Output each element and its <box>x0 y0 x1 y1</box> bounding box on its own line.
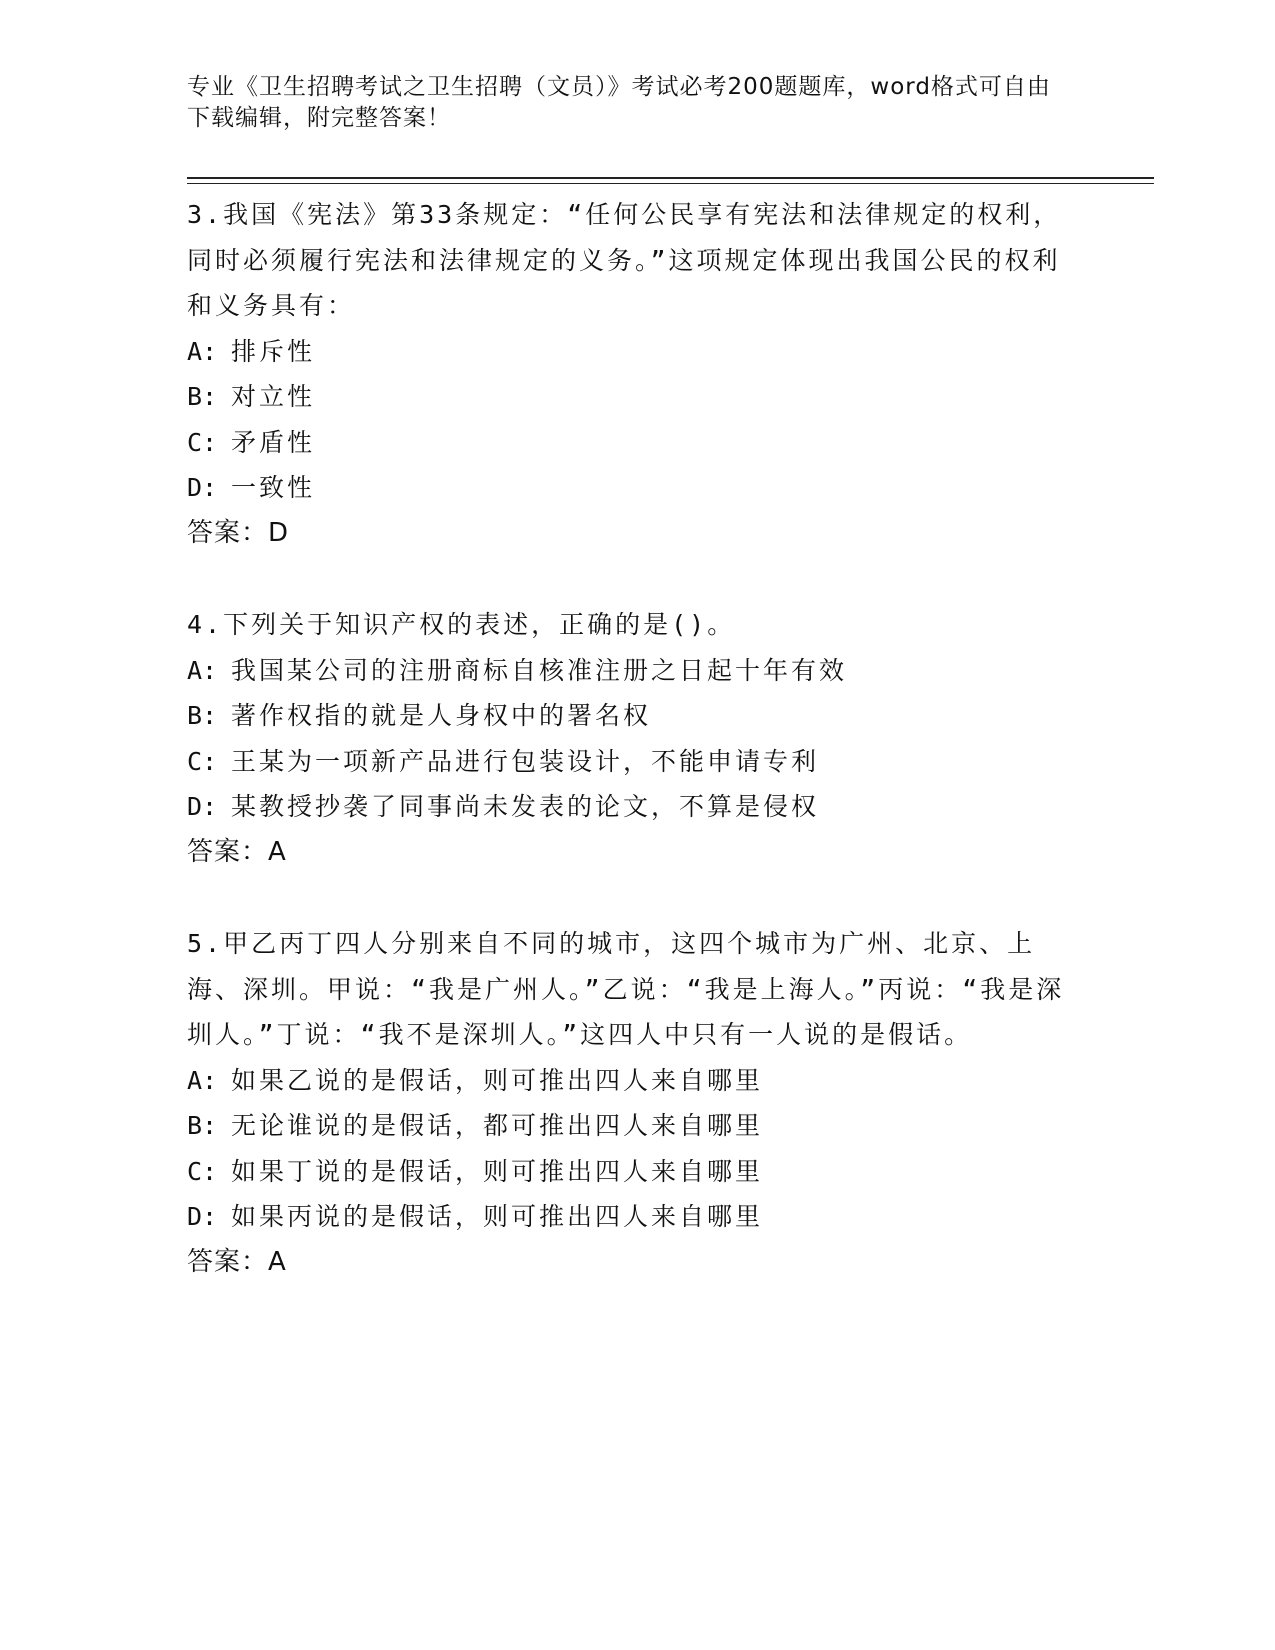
question-list <box>187 192 1087 1331</box>
answer-text: 答案：A <box>187 836 287 867</box>
question-5 <box>187 921 1087 1285</box>
answer-text: 答案：A <box>187 1246 287 1277</box>
option-b <box>187 693 1087 739</box>
option-d <box>187 1194 1087 1240</box>
option-c <box>187 420 1087 466</box>
option-text: 矛盾性 <box>231 427 316 457</box>
option-text: 著作权指的就是人身权中的署名权 <box>231 701 652 730</box>
option-letter: C: <box>187 746 218 776</box>
question-4 <box>187 602 1087 875</box>
option-a <box>187 648 1087 694</box>
option-letter: A: <box>187 655 218 685</box>
document-header: 专业《卫生招聘考试之卫生招聘（文员）》考试必考200题题库，word格式可自由下载编辑，附完整答案！ <box>187 74 1051 131</box>
option-letter: A: <box>187 336 218 366</box>
question-text: 4.下列关于知识产权的表述，正确的是()。 <box>187 610 736 639</box>
option-text: 无论谁说的是假话，都可推出四人来自哪里 <box>231 1111 764 1140</box>
option-letter: C: <box>187 427 218 457</box>
option-text: 对立性 <box>231 382 316 411</box>
question-text: 5.甲乙丙丁四人分别来自不同的城市，这四个城市为广州、北京、上海、深圳。甲说：“我是广州人。”乙说：“我是上海人。”丙说：“我是深圳人。”丁说：“我不是深圳人。”这四人中只有一人说的是假话。 <box>187 929 1065 1049</box>
answer-text: 答案：D <box>187 517 290 548</box>
option-text: 某教授抄袭了同事尚未发表的论文，不算是侵权 <box>231 792 820 821</box>
option-text: 排斥性 <box>231 336 316 366</box>
option-letter: B: <box>187 701 218 730</box>
option-text: 如果乙说的是假话，则可推出四人来自哪里 <box>231 1065 764 1095</box>
option-letter: D: <box>187 473 218 502</box>
header-divider-thin <box>187 183 1154 184</box>
option-letter: D: <box>187 792 218 821</box>
option-a <box>187 1058 1087 1104</box>
option-text: 我国某公司的注册商标自核准注册之日起十年有效 <box>231 655 848 685</box>
option-a <box>187 329 1087 375</box>
option-text: 如果丙说的是假话，则可推出四人来自哪里 <box>231 1202 764 1231</box>
option-b <box>187 374 1087 420</box>
option-c <box>187 739 1087 785</box>
question-text: 3.我国《宪法》第33条规定：“任何公民享有宪法和法律规定的权利，同时必须履行宪法和法律规定的义务。”这项规定体现出我国公民的权利和义务具有： <box>187 200 1062 320</box>
option-b <box>187 1103 1087 1149</box>
header-divider-thick <box>187 177 1154 179</box>
option-d <box>187 784 1087 830</box>
option-text: 如果丁说的是假话，则可推出四人来自哪里 <box>231 1156 764 1186</box>
option-c <box>187 1149 1087 1195</box>
option-text: 一致性 <box>231 473 316 502</box>
option-d <box>187 465 1087 511</box>
question-3 <box>187 192 1087 556</box>
option-text: 王某为一项新产品进行包装设计，不能申请专利 <box>231 746 820 776</box>
option-letter: A: <box>187 1065 218 1095</box>
option-letter: B: <box>187 382 218 411</box>
option-letter: C: <box>187 1156 218 1186</box>
option-letter: B: <box>187 1111 218 1140</box>
option-letter: D: <box>187 1202 218 1231</box>
